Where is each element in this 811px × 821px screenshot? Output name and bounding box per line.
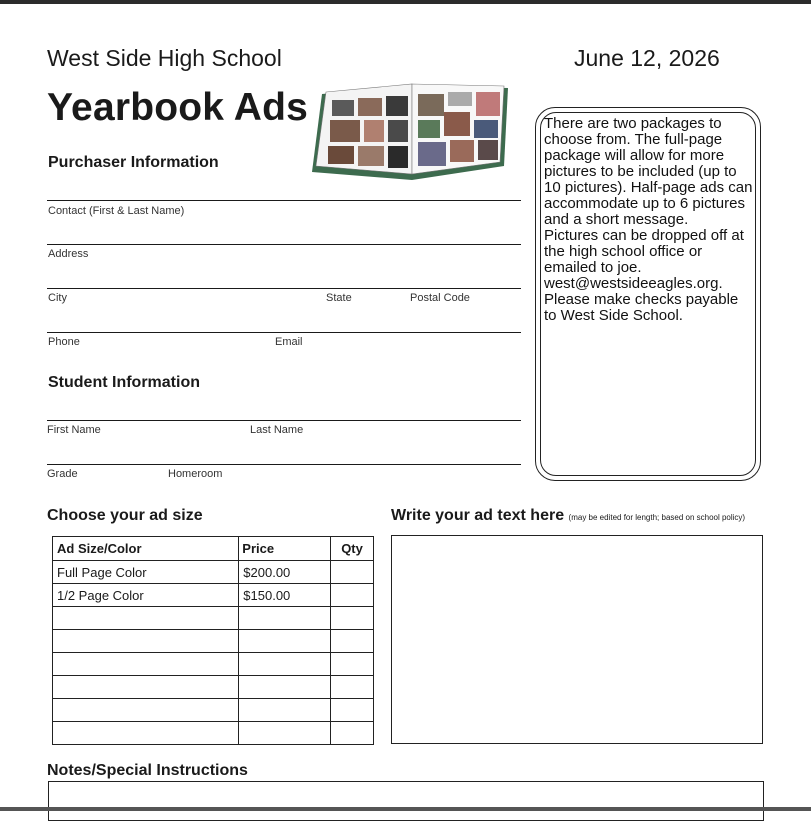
qty-cell[interactable] [331, 699, 374, 722]
table-row [53, 607, 374, 630]
bottom-border [0, 807, 811, 811]
ad-size-cell[interactable] [53, 722, 239, 745]
payment-text: Please make checks payable to West Side School. [544, 291, 739, 324]
ad-size-cell[interactable] [53, 607, 239, 630]
ad-size-cell: Full Page Color [53, 561, 239, 584]
price-cell[interactable] [239, 676, 331, 699]
table-header-row [53, 537, 374, 561]
ad-text-box[interactable] [391, 535, 763, 744]
qty-cell[interactable] [331, 676, 374, 699]
price-cell: $150.00 [239, 584, 331, 607]
city-line[interactable] [47, 288, 521, 289]
table-row [53, 561, 374, 584]
ad-text-note: (may be edited for length; based on school policy) [568, 513, 746, 522]
contact-label: Contact (First & Last Name) [48, 205, 185, 217]
ad-size-cell[interactable] [53, 676, 239, 699]
picture-dropoff-text: Pictures can be dropped off at the high school office or emailed to joe. west@westsideeagles.org. [544, 227, 744, 292]
first-name-label: First Name [47, 424, 101, 436]
grade-line[interactable] [47, 464, 521, 465]
price-cell[interactable] [239, 607, 331, 630]
phone-label: Phone [48, 336, 80, 348]
table-row [53, 630, 374, 653]
school-name: West Side High School [47, 45, 282, 71]
table-row [53, 699, 374, 722]
package-info-box [535, 107, 761, 481]
table-row [53, 584, 374, 607]
column-header-size: Ad Size/Color [53, 537, 239, 561]
homeroom-label: Homeroom [168, 468, 223, 480]
qty-cell[interactable] [331, 653, 374, 676]
notes-heading: Notes/Special Instructions [47, 762, 248, 779]
price-cell[interactable] [239, 653, 331, 676]
qty-cell[interactable] [331, 722, 374, 745]
ad-size-cell[interactable] [53, 653, 239, 676]
qty-cell[interactable] [331, 584, 374, 607]
notes-box[interactable] [48, 781, 764, 821]
yearbook-illustration [308, 82, 514, 186]
qty-cell[interactable] [331, 630, 374, 653]
table-row [53, 653, 374, 676]
grade-label: Grade [47, 468, 78, 480]
student-heading: Student Information [48, 374, 200, 391]
ad-text-heading-label: Write your ad text here [391, 507, 565, 524]
qty-cell[interactable] [331, 561, 374, 584]
phone-line[interactable] [47, 332, 521, 333]
package-description: There are two packages to choose from. The full-page package will allow for more pictures to be included (up to 10 pictures). Half-page ads can accommodate up to 6 pictures and a short message. [544, 115, 753, 228]
form-date: June 12, 2026 [574, 45, 720, 71]
price-cell[interactable] [239, 630, 331, 653]
ad-size-cell[interactable] [53, 630, 239, 653]
qty-cell[interactable] [331, 607, 374, 630]
student-name-line[interactable] [47, 420, 521, 421]
ad-text-heading [391, 507, 745, 525]
city-label: City [48, 292, 67, 304]
email-label: Email [275, 336, 303, 348]
ad-size-heading: Choose your ad size [47, 507, 203, 524]
state-label: State [326, 292, 352, 304]
column-header-qty: Qty [331, 537, 374, 561]
ad-size-cell: 1/2 Page Color [53, 584, 239, 607]
ad-size-table [52, 536, 374, 745]
price-cell: $200.00 [239, 561, 331, 584]
price-cell[interactable] [239, 699, 331, 722]
ad-size-cell[interactable] [53, 699, 239, 722]
price-cell[interactable] [239, 722, 331, 745]
last-name-label: Last Name [250, 424, 304, 436]
postal-code-label: Postal Code [410, 292, 470, 304]
contact-line[interactable] [47, 200, 521, 201]
table-row [53, 722, 374, 745]
package-info-text [544, 116, 754, 324]
table-row [53, 676, 374, 699]
address-line[interactable] [47, 244, 521, 245]
column-header-price: Price [239, 537, 331, 561]
address-label: Address [48, 248, 89, 260]
top-border [0, 0, 811, 4]
page-title: Yearbook Ads [47, 86, 309, 129]
purchaser-heading: Purchaser Information [48, 154, 219, 171]
